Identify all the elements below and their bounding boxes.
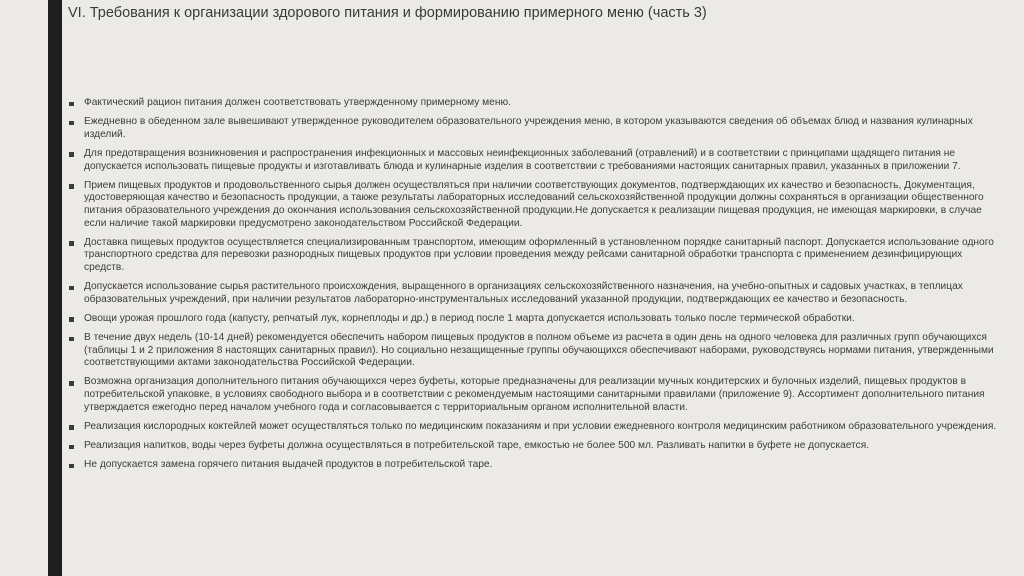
list-item bbox=[68, 116, 1003, 141]
square-bullet-icon bbox=[69, 152, 74, 157]
list-item-text: Реализация напитков, воды через буфеты должна осуществляться в потребительской таре, емкостью не более 500 мл. Разливать напитки в буфете не допускается. bbox=[84, 440, 870, 451]
list-item-text: Не допускается замена горячего питания выдачей продуктов в потребительской таре. bbox=[84, 459, 493, 471]
square-bullet-icon bbox=[69, 337, 74, 342]
list-item bbox=[68, 97, 1003, 110]
list-item bbox=[68, 332, 1003, 370]
square-bullet-icon bbox=[69, 317, 74, 322]
left-accent-stripe bbox=[48, 0, 62, 576]
list-item-text: Доставка пищевых продуктов осуществляется специализированным транспортом, имеющим оформленный в установленном порядке санитарный паспорт. Допускается использование одного транспортного средства для перевозки разнородных пищевых продуктов при условии проведения между рейсами санитарной обработки транспорта с применением дезинфицирующих средств. bbox=[84, 236, 994, 273]
list-item bbox=[68, 376, 1003, 414]
square-bullet-icon bbox=[69, 464, 74, 469]
list-item bbox=[68, 237, 1003, 275]
list-item-text: Ежедневно в обеденном зале вывешивают утвержденное руководителем образовательного учреждения меню, в котором указываются сведения об объемах блюд и названия кулинарных изделий. bbox=[84, 116, 973, 140]
square-bullet-icon bbox=[69, 286, 74, 291]
square-bullet-icon bbox=[69, 121, 74, 126]
left-margin bbox=[0, 0, 48, 576]
list-item-text: Прием пищевых продуктов и продовольственного сырья должен осуществляться при наличии соответствующих документов, подтверждающих их качество и безопасность, Документация, удостоверяющая качество и безопасность продукции, а также результаты лабораторных исследований сельскохозяйственной продукции должны сохраняться в организации общественного питания образовательного учреждения до окончания использования сельскохозяйственной продукции.Не допускается к реализации пищевая продукция, не имеющая маркировки, в случае если наличие такой маркировки предусмотрено законодательством Российской Федерации. bbox=[84, 179, 984, 229]
square-bullet-icon bbox=[69, 445, 74, 450]
list-item-text: Реализация кислородных коктейлей может осуществляться только по медицинским показаниям и при условии ежедневного контроля медицинским работником образовательного учреждения. bbox=[84, 420, 997, 432]
list-item bbox=[68, 459, 1003, 472]
square-bullet-icon bbox=[69, 102, 74, 107]
bullet-list bbox=[68, 97, 1003, 478]
list-item bbox=[68, 440, 1003, 453]
list-item-text: Для предотвращения возникновения и распространения инфекционных и массовых неинфекционных заболеваний (отравлений) и в соответствии с принципами щадящего питания не допускается использовать пищевые продукты и изготавливать блюда и кулинарные изделия в соответствии с требованиями настоящих санитарных правил, указанных в приложении 7. bbox=[84, 147, 961, 172]
square-bullet-icon bbox=[69, 381, 74, 386]
list-item bbox=[68, 421, 1003, 434]
list-item bbox=[68, 313, 1003, 326]
list-item-text: В течение двух недель (10-14 дней) рекомендуется обеспечить набором пищевых продуктов в полном объеме из расчета в один день на одного человека для различных групп обучающихся (таблицы 1 и 2 приложения 8 настоящих санитарных правил). Но социально незащищенные группы обучающихся обеспечивают наборами, руководствуясь нормами питания, утвержденными соответствующими актами законодательства Российской Федерации. bbox=[84, 332, 994, 369]
slide-title: VI. Требования к организации здорового питания и формированию примерного меню (часть 3) bbox=[68, 5, 707, 21]
list-item bbox=[68, 180, 1003, 230]
list-item-text: Фактический рацион питания должен соответствовать утвержденному примерному меню. bbox=[84, 97, 511, 108]
square-bullet-icon bbox=[69, 241, 74, 246]
square-bullet-icon bbox=[69, 425, 74, 430]
list-item-text: Возможна организация дополнительного питания обучающихся через буфеты, которые предназначены для реализации мучных кондитерских и булочных изделий, пищевых продуктов в потребительской упаковке, в условиях свободного выбора и в соответствии с рекомендуемым настоящими санитарными правилами (приложение 9). Ассортимент дополнительного питания утверждается ежегодно перед началом учебного года и согласовывается с территориальным органом исполнительной власти. bbox=[84, 376, 985, 413]
list-item bbox=[68, 281, 1003, 306]
square-bullet-icon bbox=[69, 184, 74, 189]
list-item-text: Овощи урожая прошлого года (капусту, репчатый лук, корнеплоды и др.) в период после 1 марта допускается использовать только после термической обработки. bbox=[84, 312, 855, 324]
list-item-text: Допускается использование сырья растительного происхождения, выращенного в организациях сельскохозяйственного назначения, на учебно-опытных и садовых участках, в теплицах образовательных учреждений, при наличии результатов лабораторно-инструментальных исследований указанной продукции, подтверждающих ее качество и безопасность. bbox=[84, 281, 963, 305]
list-item bbox=[68, 148, 1003, 173]
